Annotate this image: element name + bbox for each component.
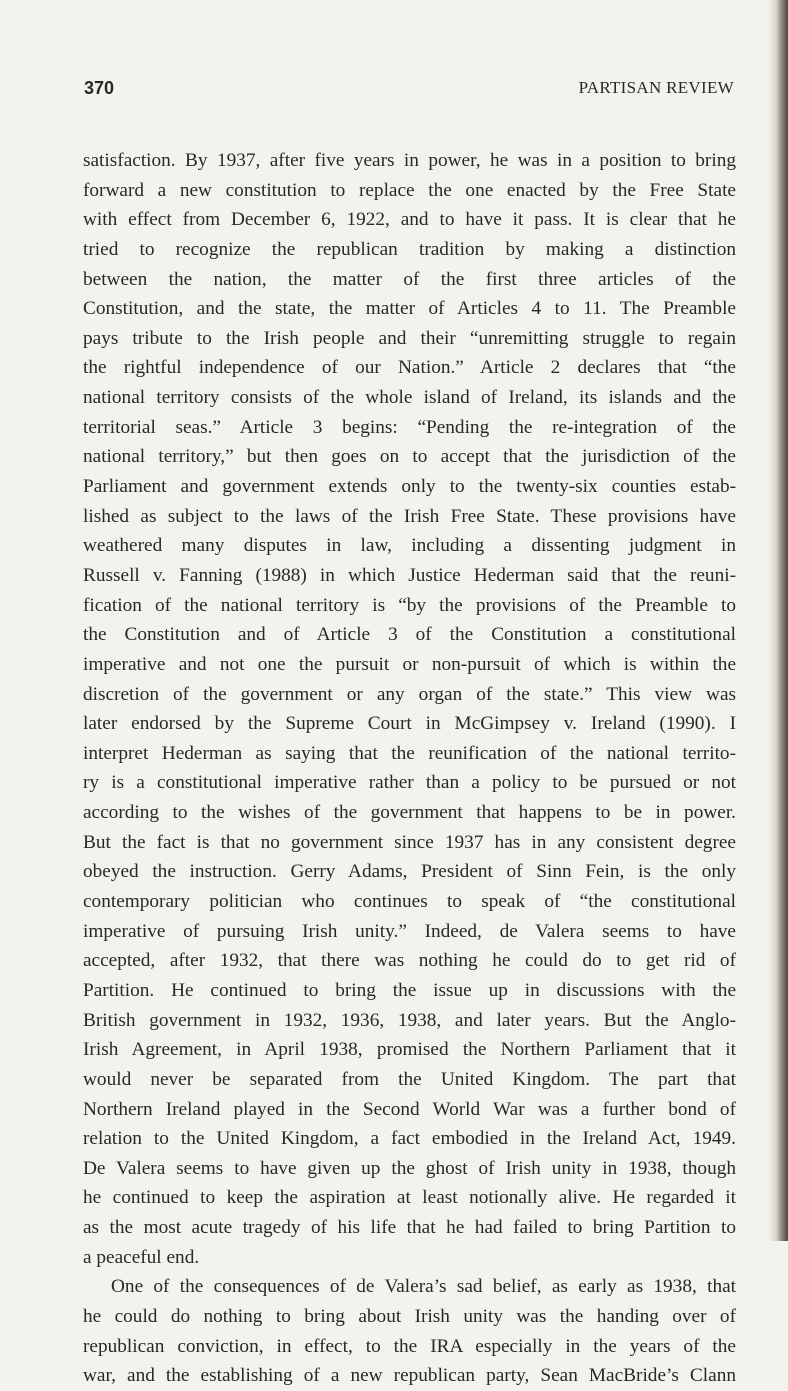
text-line: weathered many disputes in law, including a dissenting judgment in <box>83 535 736 557</box>
text-line: the rightful independence of our Nation.” Article 2 declares that “the <box>83 357 736 379</box>
text-line: Constitution, and the state, the matter of Articles 4 to 11. The Preamble <box>83 298 736 320</box>
text-line: De Valera seems to have given up the ghost of Irish unity in 1938, though <box>83 1157 736 1179</box>
text-line: Irish Agreement, in April 1938, promised the Northern Parliament that it <box>83 1039 736 1061</box>
text-line: satisfaction. By 1937, after five years in power, he was in a position to bring <box>83 150 736 171</box>
text-line: war, and the establishing of a new republican party, Sean MacBride’s Clann <box>83 1365 736 1387</box>
text-line: imperative of pursuing Irish unity.” Indeed, de Valera seems to have <box>83 920 736 942</box>
text-line: the Constitution and of Article 3 of the Constitution a constitutional <box>83 624 736 646</box>
text-line: relation to the United Kingdom, a fact embodied in the Ireland Act, 1949. <box>83 1128 736 1150</box>
text-line: according to the wishes of the government that happens to be in power. <box>83 802 736 824</box>
text-line: Northern Ireland played in the Second World War was a further bond of <box>83 1098 736 1120</box>
text-line: Partition. He continued to bring the issue up in discussions with the <box>83 979 736 1001</box>
text-line: imperative and not one the pursuit or non-pursuit of which is within the <box>83 653 736 675</box>
text-line: between the nation, the matter of the first three articles of the <box>83 268 736 290</box>
text-line: But the fact is that no government since 1937 has in any consistent degree <box>83 831 736 853</box>
page-number: 370 <box>84 78 115 98</box>
text-line: British government in 1932, 1936, 1938, and later years. But the Anglo- <box>83 1009 736 1031</box>
text-line: obeyed the instruction. Gerry Adams, President of Sinn Fein, is the only <box>83 861 736 883</box>
text-line: national territory,” but then goes on to accept that the jurisdiction of the <box>83 446 736 468</box>
text-line: as the most acute tragedy of his life that he had failed to bring Partition to <box>83 1217 736 1239</box>
text-line: would never be separated from the United Kingdom. The part that <box>83 1068 736 1090</box>
text-line: forward a new constitution to replace the one enacted by the Free State <box>83 179 736 201</box>
text-line: accepted, after 1932, that there was nothing he could do to get rid of <box>83 950 736 972</box>
running-head: PARTISAN REVIEW <box>578 78 734 97</box>
text-line: tried to recognize the republican tradition by making a distinction <box>83 238 736 260</box>
page-edge-shadow <box>768 0 788 1241</box>
text-line: national territory consists of the whole island of Ireland, its islands and the <box>83 387 736 409</box>
text-line: pays tribute to the Irish people and their “unremitting struggle to regain <box>83 327 736 349</box>
text-line: a peaceful end. <box>83 1246 200 1268</box>
text-line: Parliament and government extends only to the twenty-six counties estab- <box>83 476 736 498</box>
text-line: contemporary politician who continues to speak of “the constitutional <box>83 891 736 913</box>
text-line: One of the consequences of de Valera’s sad belief, as early as 1938, that <box>111 1276 736 1298</box>
text-line: fication of the national territory is “by the provisions of the Preamble to <box>83 594 736 616</box>
body-text <box>83 146 736 1391</box>
text-line: republican conviction, in effect, to the IRA especially in the years of the <box>83 1335 736 1357</box>
text-line: he continued to keep the aspiration at least notionally alive. He regarded it <box>83 1187 736 1209</box>
text-line: ry is a constitutional imperative rather than a policy to be pursued or not <box>83 772 736 794</box>
text-line: Russell v. Fanning (1988) in which Justice Hederman said that the reuni- <box>83 564 736 586</box>
text-line: discretion of the government or any organ of the state.” This view was <box>83 683 736 705</box>
text-line: he could do nothing to bring about Irish unity was the handing over of <box>83 1305 736 1327</box>
text-line: with effect from December 6, 1922, and to have it pass. It is clear that he <box>83 209 736 231</box>
text-line: interpret Hederman as saying that the reunification of the national territo- <box>83 742 736 764</box>
text-line: lished as subject to the laws of the Irish Free State. These provisions have <box>83 505 736 527</box>
text-line: later endorsed by the Supreme Court in McGimpsey v. Ireland (1990). I <box>83 713 736 735</box>
text-line: territorial seas.” Article 3 begins: “Pending the re-integration of the <box>83 416 736 438</box>
